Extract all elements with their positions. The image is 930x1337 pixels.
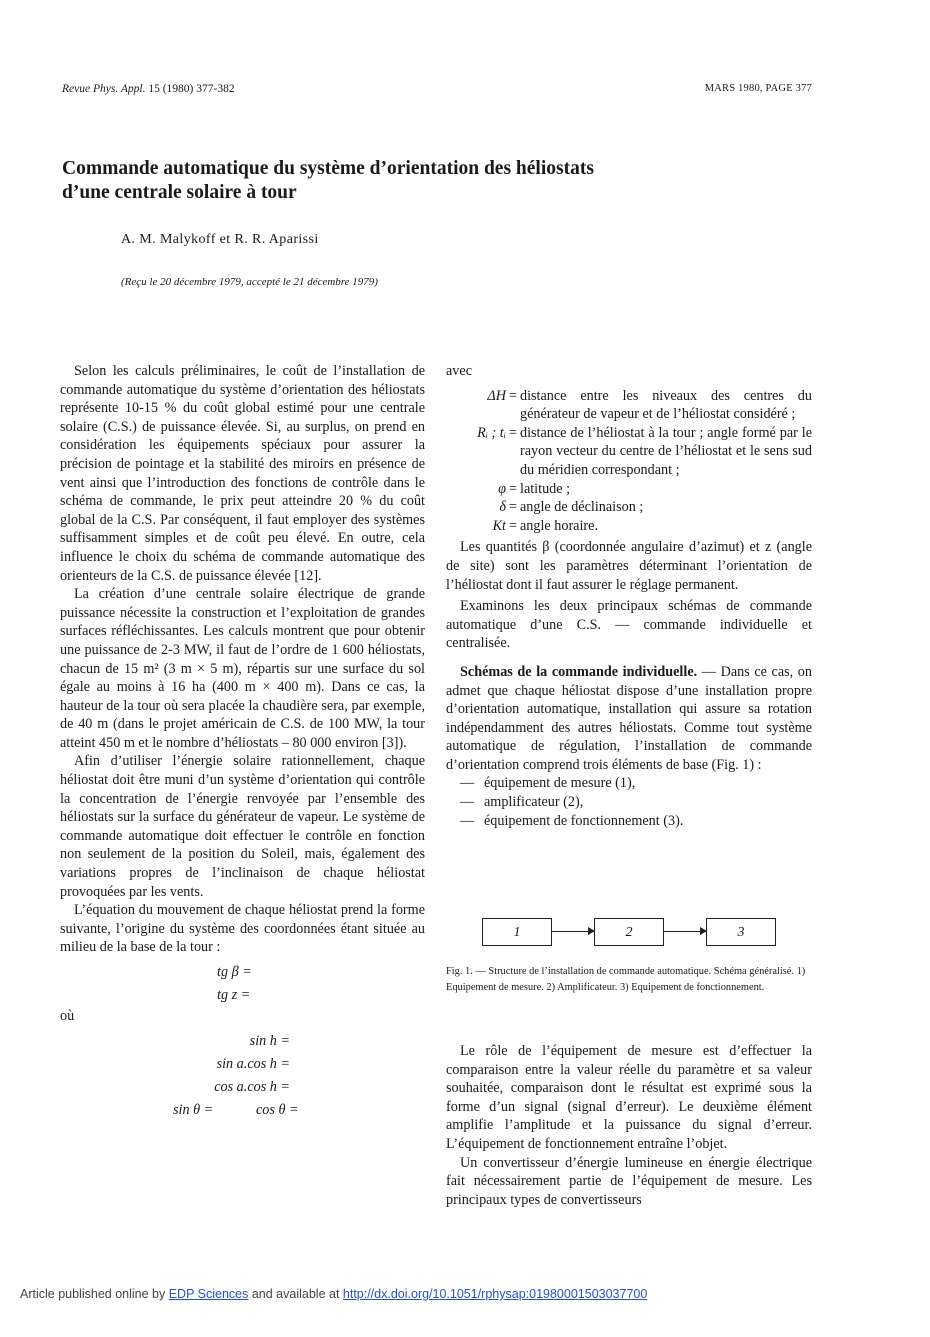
publisher-link[interactable]: EDP Sciences: [168, 1287, 249, 1301]
definition-symbol: Kt: [492, 517, 506, 534]
paragraph-body: — Dans ce cas, on admet que chaque héliostat dispose d’une installation propre d’orientation automatique, installation qui assure sa rotation indépendamment des autres héliostats. Comme tout système automatique de régulation, l’installation de commande d’orientation comprend trois éléments de base (Fig. 1) :: [446, 663, 812, 773]
list-item: [446, 793, 812, 812]
arrow-2-to-3: [664, 931, 706, 932]
equation-tg-z: tg z =: [217, 987, 251, 1003]
equation-block-2: [60, 1025, 425, 1125]
avec-label: avec: [446, 363, 472, 379]
equation-cos-a-cos-h: cos a.cos h =: [214, 1079, 290, 1095]
paragraph: Afin d’utiliser l’énergie solaire rationnellement, chaque héliostat doit être muni d’un système d’orientation qui contrôle la concentration de l’énergie renvoyée par l’ensemble des héliostats sur la surface du générateur de vapeur. Le système de commande automatique doit effectuer le contrôle en fonction non seulement de la position du Soleil, mais, également des variations propres de l’inclinaison de chaque héliostat provoquées par les vents.: [60, 753, 425, 900]
right-column-lower: [446, 1042, 812, 1209]
footer-prefix: Article published online by: [20, 1287, 169, 1301]
definition-item: Rᵢ ; tᵢ = distance de l’héliostat à la tour ; angle formé par le rayon vecteur du centre de l’héliostat et le sens sud du méridien correspondant ;: [446, 424, 812, 480]
dash-bullet: —: [460, 775, 475, 792]
block-actuator: 3: [706, 918, 776, 946]
dash-bullet: —: [460, 812, 475, 829]
paragraph: Les quantités β (coordonnée angulaire d’azimut) et z (angle de site) sont les paramètres déterminant l’orientation de l’héliostat dont il faut assurer le réglage permanent.: [446, 539, 812, 593]
section-heading: Schémas de la commande individuelle.: [460, 663, 698, 680]
definition-text: angle horaire.: [520, 517, 598, 534]
definition-item: ΔH = distance entre les niveaux des centres du générateur de vapeur et de l’héliostat considéré ;: [446, 387, 812, 424]
definition-symbol: φ: [498, 480, 506, 497]
definition-text: angle de déclinaison ;: [520, 499, 644, 516]
paragraph: [446, 663, 812, 775]
definition-item: Kt = angle horaire.: [446, 517, 812, 536]
left-column: [60, 362, 425, 1125]
doi-link[interactable]: http://dx.doi.org/10.1051/rphysap:01980001503037700: [342, 1287, 648, 1301]
received-dates: (Reçu le 20 décembre 1979, accepté le 21 décembre 1979): [121, 276, 378, 288]
paragraph: Selon les calculs préliminaires, le coût de l’installation de commande automatique du système d’orientation des héliostats représente 10-15 % du coût global estimé pour une centrale solaire (C.S.) de puissance élevée. Si, au surplus, on prend en considération les équipements spéciaux pour assurer la précision de pointage et la stabilité des miroirs en présence de vent ainsi que l’introduction des fonctions de contrôle dans le schéma de commande, le prix peut atteindre 20 % du coût global de la C.S. Par conséquent, il faut employer des systèmes suffisamment simples et de coût peu élevé. En outre, cela influence le choix du schéma de commande automatique des orienteurs de la C.S. de puissance élevée [12].: [60, 363, 425, 584]
equation-block-1: [60, 957, 425, 1009]
definition-text: distance entre les niveaux des centres du générateur de vapeur et de l’héliostat considéré ;: [520, 387, 812, 423]
arrow-1-to-2: [552, 931, 594, 932]
title-line-1: Commande automatique du système d’orientation des héliostats: [62, 158, 594, 179]
list-item-text: amplificateur (2),: [484, 794, 584, 811]
definition-item: δ = angle de déclinaison ;: [446, 498, 812, 517]
block-measurement: 1: [482, 918, 552, 946]
ou-line: [60, 1009, 425, 1025]
title-line-2: d’une centrale solaire à tour: [62, 182, 297, 203]
definition-symbol: ΔH: [487, 387, 506, 404]
journal-citation: [62, 83, 235, 95]
definition-item: φ = latitude ;: [446, 480, 812, 499]
definition-symbol: Rᵢ ; tᵢ: [477, 424, 506, 441]
paragraph: La création d’une centrale solaire électrique de grande puissance nécessite la construction et l’exploitation de grandes surfaces réfléchissantes. Les calculs montrent que pour obtenir une puissance de 2-3 MW, il faut de l’ordre de 1 600 héliostats, chacun de 15 m² (3 m × 5 m), répartis sur une surface du sol égale au moins à 16 ha (400 m × 400 m). Dans ce cas, la hauteur de la tour où sera placée la chaudière sera, par exemple, de 40 m (dans le projet américain de C.S. de 100 MW, la tour atteint 450 m et le nombre d’héliostats – 80 000 environ [3]).: [60, 586, 425, 751]
article-title: [62, 157, 742, 205]
paragraph: Un convertisseur d’énergie lumineuse en énergie électrique fait nécessairement partie de l’équipement de mesure. Les principaux types de convertisseurs: [446, 1154, 812, 1208]
ou-label: où: [60, 1008, 75, 1024]
equation-tg-beta: tg β =: [217, 964, 252, 980]
equation-sin-h: sin h =: [249, 1033, 290, 1049]
issue-date-page: MARS 1980, PAGE 377: [704, 83, 812, 94]
list-item: [446, 774, 812, 793]
journal-name: Revue Phys. Appl.: [62, 83, 146, 95]
journal-volume: 15: [148, 83, 160, 95]
definition-list: [446, 387, 812, 536]
block-amplifier: 2: [594, 918, 664, 946]
figure-1-diagram: [482, 918, 776, 948]
paragraph: L’équation du mouvement de chaque héliostat prend la forme suivante, l’origine du système des coordonnées étant située au milieu de la base de la tour :: [60, 902, 425, 956]
equation-sin-a-cos-h: sin a.cos h =: [216, 1056, 290, 1072]
equation-cos-theta: cos θ =: [256, 1102, 299, 1118]
paragraph: Le rôle de l’équipement de mesure est d’effectuer la comparaison entre la valeur réelle du paramètre et sa valeur souhaitée, comparaison dont le résultat est exprimé sous la forme d’un signal (signal d’erreur). Le deuxième élément amplifie l’amplitude et la puissance du signal d’erreur. L’équipement de fonctionnement entraîne l’objet.: [446, 1043, 812, 1152]
journal-year-pages: (1980) 377-382: [162, 83, 235, 95]
definition-text: latitude ;: [520, 480, 571, 497]
footer-middle: and available at: [248, 1287, 343, 1301]
list-item: [446, 812, 812, 831]
equation-sin-theta: sin θ =: [173, 1102, 214, 1118]
dash-bullet: —: [460, 794, 475, 811]
list-item-text: équipement de mesure (1),: [484, 775, 636, 792]
list-item-text: équipement de fonctionnement (3).: [484, 812, 684, 829]
paragraph: Examinons les deux principaux schémas de commande automatique d’une C.S. — commande individuelle et centralisée.: [446, 598, 812, 652]
figure-1-caption: Fig. 1. — Structure de l’installation de commande automatique. Schéma généralisé. 1) Equipement de mesure. 2) Amplificateur. 3) Equipement de fonctionnement.: [446, 966, 806, 993]
definition-symbol: δ: [499, 499, 506, 516]
authors: A. M. Malykoff et R. R. Aparissi: [121, 232, 319, 247]
footer-notice: [20, 1287, 647, 1301]
definition-text: distance de l’héliostat à la tour ; angle formé par le rayon vecteur du centre de l’héliostat et le sens sud du méridien correspondant ;: [520, 424, 812, 478]
right-column: [446, 362, 812, 830]
